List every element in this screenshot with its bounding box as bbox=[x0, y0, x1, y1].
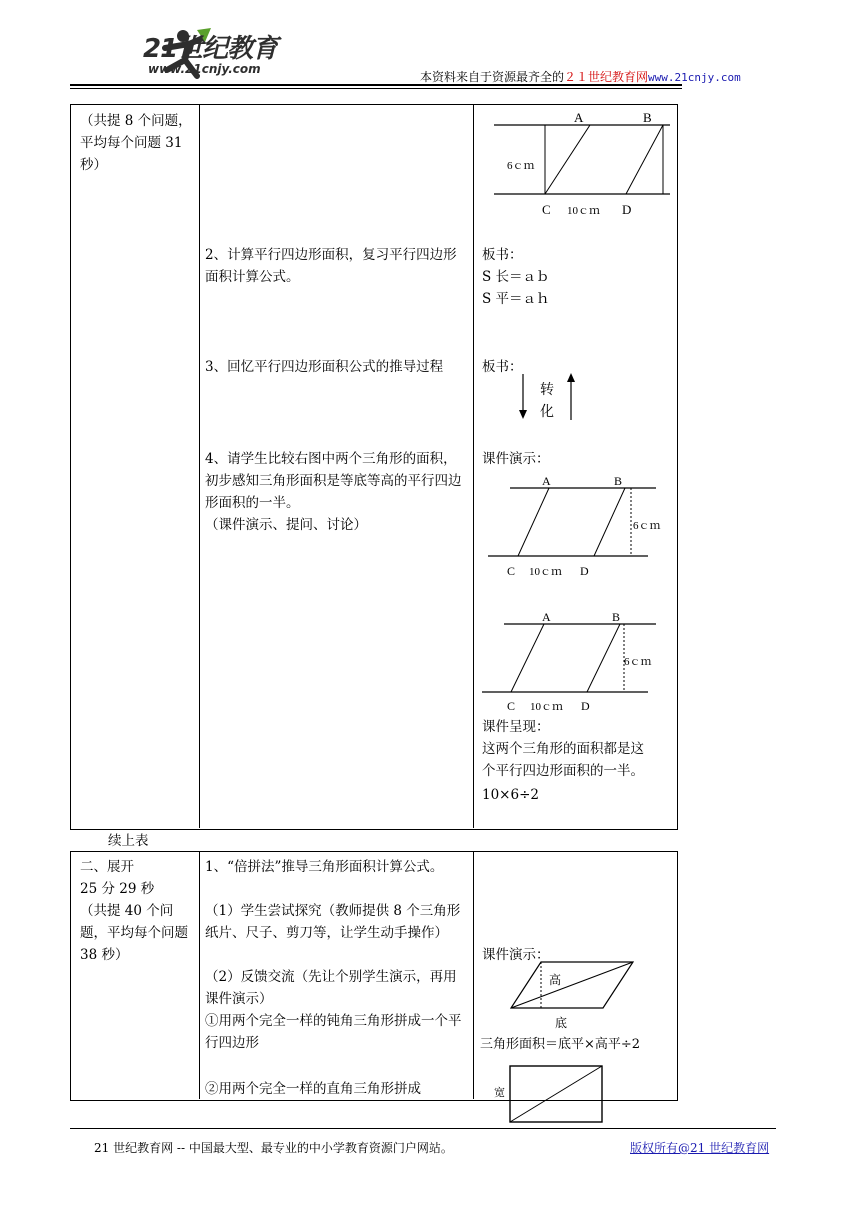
logo-text: 21世纪教育 bbox=[143, 34, 278, 64]
label-B: B bbox=[643, 110, 652, 125]
footer-copyright-link[interactable]: 版权所有@21 世纪教育网 bbox=[630, 1141, 770, 1155]
parallelogram-diagram-1 bbox=[480, 110, 675, 222]
logo-url: www.21cnjy.com bbox=[148, 62, 261, 76]
demo3-label-B: B bbox=[612, 610, 621, 624]
demo2-label-A: A bbox=[542, 474, 551, 488]
table2-col1-line2: 25 分 29 秒 bbox=[80, 881, 155, 897]
present-line-2: 个平行四边形面积的一半。 bbox=[482, 763, 644, 779]
table2-step-1-2: （2）反馈交流（先让个别学生演示，再用课件演示） bbox=[205, 969, 457, 1007]
item-3: 3、回忆平行四边形面积公式的推导过程 bbox=[205, 359, 444, 375]
arrow-text-1: 转 bbox=[540, 383, 554, 398]
demo2-label-height: 6ｃｍ bbox=[633, 520, 661, 532]
table2-demo-label: 课件演示： bbox=[482, 947, 550, 963]
demo2-label-base: 10ｃｍ bbox=[529, 566, 562, 578]
present-line-1: 这两个三角形的面积都是这 bbox=[482, 741, 644, 757]
demo3-label-C: C bbox=[507, 699, 516, 713]
header-source-note: 本资料来自于资源最齐全的２１世纪教育网www.21cnjy.com bbox=[420, 70, 741, 84]
table1-col1-text: （共提 8 个问题，平均每个问题 31 秒） bbox=[80, 113, 192, 173]
item-4-note: （课件演示、提问、讨论） bbox=[205, 517, 367, 533]
demo2-label-D: D bbox=[580, 564, 589, 578]
label-height: 6ｃｍ bbox=[507, 160, 535, 172]
triangle-parallelogram-diagram bbox=[505, 958, 645, 1030]
transform-arrows-icon bbox=[515, 370, 585, 422]
label-wide: 宽 bbox=[494, 1086, 505, 1099]
item-2: 2、计算平行四边形面积，复习平行四边形面积计算公式。 bbox=[205, 247, 457, 285]
label-base: 10ｃｍ bbox=[567, 205, 600, 217]
continue-label: 续上表 bbox=[108, 833, 149, 849]
present-formula: 10×6÷2 bbox=[482, 787, 539, 803]
header-rule bbox=[70, 84, 682, 86]
arrow-text-2: 化 bbox=[540, 405, 554, 420]
parallelogram-diagram-2 bbox=[482, 470, 672, 580]
demo3-label-D: D bbox=[581, 699, 590, 713]
table2-step-right: ②用两个完全一样的直角三角形拼成 bbox=[205, 1081, 421, 1097]
present-label: 课件呈现： bbox=[482, 719, 550, 735]
table2-step-1-1: （1）学生尝试探究（教师提供 8 个三角形纸片、尺子、剪刀等，让学生动手操作） bbox=[205, 903, 461, 941]
demo3-label-base: 10ｃｍ bbox=[530, 701, 563, 713]
demo2-label-C: C bbox=[507, 564, 516, 578]
blackboard-2-label: 板书： bbox=[482, 359, 523, 375]
demo2-label-B: B bbox=[614, 474, 623, 488]
table2-col1-line3: （共提 40 个问题，平均每个问题 38 秒） bbox=[80, 903, 188, 963]
label-D: D bbox=[622, 202, 632, 217]
demo3-label-height: 6ｃｍ bbox=[624, 656, 652, 668]
blackboard-1-label: 板书： bbox=[482, 247, 523, 263]
label-high: 高 bbox=[549, 973, 562, 987]
table2-step-obtuse: ①用两个完全一样的钝角三角形拼成一个平行四边形 bbox=[205, 1013, 462, 1051]
parallelogram-diagram-3 bbox=[478, 606, 673, 716]
triangle-area-formula: 三角形面积＝底平×高平÷2 bbox=[480, 1037, 641, 1052]
rectangle-diagonal-diagram bbox=[508, 1064, 606, 1126]
footer-rule bbox=[70, 1128, 776, 1129]
table2-step-1: 1、“倍拼法”推导三角形面积计算公式。 bbox=[205, 859, 444, 875]
formula-parallelogram: S 平＝ａｈ bbox=[482, 291, 550, 307]
label-C: C bbox=[542, 202, 551, 217]
label-A: A bbox=[574, 110, 584, 125]
item-4: 4、请学生比较右图中两个三角形的面积，初步感知三角形面积是等底等高的平行四边形面积的一半。 bbox=[205, 451, 462, 511]
footer-text: 21 世纪教育网 -- 中国最大型、最专业的中小学教育资源门户网站。 bbox=[94, 1141, 453, 1155]
demo-label: 课件演示： bbox=[482, 451, 550, 467]
header-rule-thin bbox=[70, 88, 682, 89]
formula-rect: S 长＝ａｂ bbox=[482, 269, 550, 285]
demo3-label-A: A bbox=[542, 610, 551, 624]
table2-col1-line1: 二、展开 bbox=[80, 859, 134, 875]
label-base-bottom: 底 bbox=[555, 1016, 568, 1030]
